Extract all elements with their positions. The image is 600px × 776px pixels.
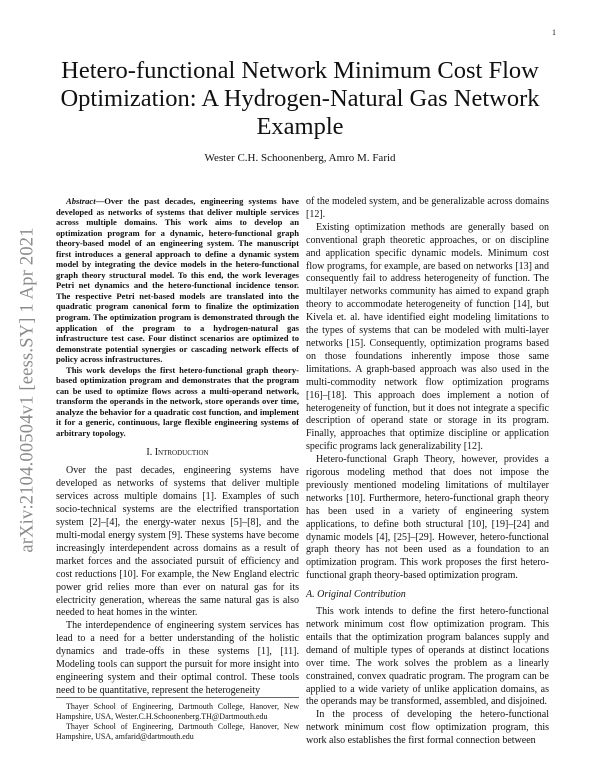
section-heading-introduction: I. Introduction xyxy=(146,446,209,458)
intro-paragraph-2: The interdependence of engineering system services has lead to a need for a better understanding of the holistic dynamics and trade-offs in these systems [1], [11]. Modeling tools can support the pursuit for more insight into engineering system and their optimal control. These tools need to be quantitative, represent the heterogeneity xyxy=(56,620,299,696)
footnote-2: Thayer School of Engineering, Dartmouth College, Hanover, New Hampshire, USA, amfarid@dartmouth.edu xyxy=(56,722,299,741)
abstract-label: Abstract— xyxy=(66,196,105,206)
footnotes xyxy=(56,697,299,742)
intro-paragraph-1: Over the past decades, engineering systems have developed as networks of systems that deliver multiple services across multiple domains [1]. Examples of such socio-technical systems are the electrified transportation system [2]–[4], the energy-water nexus [5]–[8], and the multi-modal energy system [9]. These systems have become increasingly interdependent across domains as a result of market forces and the associated pursuit of efficiency and cost reductions [10]. For example, the New England electric power grid relies more than ever on natural gas for its electricity generation, whereas the same natural gas is also needed to heat homes in the winter. xyxy=(56,465,299,619)
right-paragraph-4: In the process of developing the hetero-functional network minimum cost flow optimization program, this work also establishes the first formal connection between xyxy=(306,709,549,747)
right-paragraph-continued: of the modeled system, and be generalizable across domains [12]. xyxy=(306,196,549,220)
right-column xyxy=(306,196,549,748)
right-paragraph-2: Hetero-functional Graph Theory, however, provides a rigorous modeling method that does not impose the previously mentioned modeling limitations of multilayer networks [10]. Furthermore, hetero-functional graph theory has been used in a variety of engineering system applications, to define both structural [10], [19]–[24] and dynamic models [4], [25]–[29]. However, hetero-functional graph theory has not been used as a foundation to an optimization program. This work proposes the first hetero-functional graph theory-based optimization program. xyxy=(306,454,549,582)
abstract-paragraph-2: This work develops the first hetero-functional graph theory-based optimization program and demonstrates that the program can be used to optimize flows across a multi-operand network, transform the operands in the network, store operands over time, analyze the behavior for a quadratic cost function, and implement it for a generic, continuous, large flexible engineering systems of arbitrary topology. xyxy=(56,364,299,439)
page-number: 1 xyxy=(552,28,556,37)
abstract-text-1: Over the past decades, engineering systems have developed as networks of systems that deliver multiple services across multiple domains. This work aims to develop an optimization program for a dynamic, hetero-functional graph theory-based model of an engineering system. The manuscript first introduces a general approach to define a dynamic system model by integrating the device models in the hetero-functional graph theory structural model. To this end, the work leverages Petri net dynamics and the hetero-functional incidence tensor. The respective Petri net-based models are translated into the quadratic program canonical form to finalize the optimization program. The optimization program is demonstrated through the application of the program to a hydrogen-natural gas infrastructure test case. Four distinct scenarios are optimized to demonstrate potential synergies or cascading network effects of policy across infrastructures. xyxy=(56,196,299,365)
arxiv-stamp-text: arXiv:2104.00504v1 [eess.SY] 1 Apr 2021 xyxy=(17,227,38,553)
right-paragraph-1: Existing optimization methods are generally based on conventional graph theoretic approaches, or on discipline and application specific dynamic models. Minimum cost flow programs, for example, are based on networks [13] and consequently fail to address heterogeneity of function. The multilayer networks community has aimed to expand graph theory to accommodate heterogeneity of function [14], but Kivela et. al. have identified eight modeling limitations to the types of systems that can be modeled with multi-layer networks [15]. Consequently, optimization programs based on those foundations inherently impose those same limitations. A graph-based approach was also used in the multi-commodity network flow optimization programs [16]–[18]. This approach does implement a notion of heterogeneity of function, but it does not integrate a specific description of operand state or storage in its program. Finally, approaches that optimize discipline or application specific programs lack generalizability [12]. xyxy=(306,221,549,453)
left-column xyxy=(56,196,299,698)
right-paragraph-3: This work intends to define the first hetero-functional network minimum cost flow optimization program. This entails that the optimization program balances supply and demand of multiple types of operands at distinct locations over time. The work solves the problem as a linearly constrained, convex quadratic program. The program can be applied to a wide variety of unlike application domains, as the operands may be transformed, assembled, and disjoined. xyxy=(306,606,549,708)
abstract-paragraph-1 xyxy=(56,196,299,365)
abstract xyxy=(56,196,299,439)
subsection-heading-original-contribution: A. Original Contribution xyxy=(306,589,406,601)
author-list: Wester C.H. Schoonenberg, Amro M. Farid xyxy=(204,152,396,164)
paper-title: Hetero-functional Network Minimum Cost Flow Optimization: A Hydrogen-Natural Gas Network Example xyxy=(60,57,540,140)
arxiv-stamp xyxy=(8,190,48,590)
footnote-1: Thayer School of Engineering, Dartmouth College, Hanover, New Hampshire, USA, Wester.C.H.Schoonenberg.TH@Dartmouth.edu xyxy=(56,702,299,721)
